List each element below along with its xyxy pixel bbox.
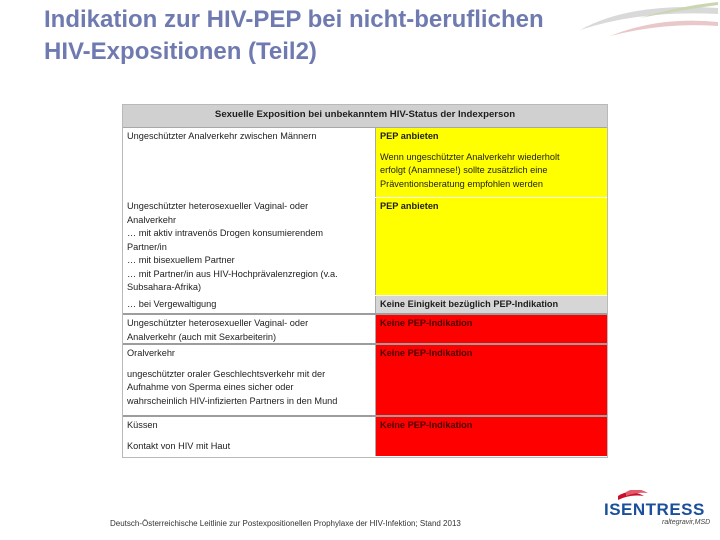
exposition-text: Analverkehr — [127, 214, 177, 225]
exposition-cell — [123, 345, 376, 415]
exposition-cell — [123, 315, 376, 343]
exposition-text: Oralverkehr — [127, 348, 175, 358]
indication-cell — [376, 315, 607, 343]
logo-subtitle: raltegravir,MSD — [662, 519, 711, 526]
indication-note: erfolgt (Anamnese!) sollte zusätzlich eine — [380, 165, 548, 175]
table-row — [123, 315, 607, 345]
exposition-text: … mit bisexuellem Partner — [127, 255, 235, 265]
pep-indication-table — [122, 104, 608, 458]
table-row — [123, 345, 607, 417]
exposition-text: Analverkehr (auch mit Sexarbeiterin) — [127, 331, 277, 342]
indication-cell — [376, 345, 607, 415]
exposition-text: Küssen — [127, 420, 158, 430]
indication-label: Keine PEP-Indikation — [380, 420, 473, 430]
exposition-text: ungeschützter oraler Geschlechtsverkehr mit der — [127, 368, 326, 379]
isentress-logo: ISENTRESS — [604, 500, 705, 519]
source-footnote: Deutsch-Österreichische Leitlinie zur Postexpositionellen Prophylaxe der HIV-Infektion; Stand 2013 — [110, 519, 461, 528]
indication-label: PEP anbieten — [380, 131, 439, 141]
exposition-text: Ungeschützter heterosexueller Vaginal- oder — [127, 201, 309, 211]
indication-label: Keine PEP-Indikation — [380, 318, 473, 328]
slide-title — [44, 4, 644, 68]
exposition-text: Kontakt von HIV mit Haut — [127, 440, 231, 451]
exposition-text: … mit aktiv intravenös Drogen konsumierendem — [127, 228, 324, 238]
slide-title-line-1: Indikation zur HIV-PEP bei nicht-beruflichen — [44, 6, 544, 33]
exposition-cell — [123, 128, 376, 197]
indication-note: Wenn ungeschützter Analverkehr wiederholt — [380, 151, 560, 162]
slide-title-line-2: HIV-Expositionen (Teil2) — [44, 38, 317, 65]
indication-cell — [376, 128, 607, 197]
exposition-cell — [123, 296, 376, 313]
table-row — [123, 296, 607, 315]
exposition-text: Ungeschützter Analverkehr zwischen Männern — [127, 131, 317, 141]
table-row — [123, 198, 607, 296]
table-header: Sexuelle Exposition bei unbekanntem HIV-Status der Indexperson — [123, 105, 607, 128]
exposition-text: Ungeschützter heterosexueller Vaginal- oder — [127, 318, 309, 328]
exposition-text: Subsahara-Afrika) — [127, 282, 202, 292]
table-row — [123, 417, 607, 457]
exposition-text: Partner/in — [127, 241, 167, 252]
indication-cell — [376, 417, 607, 456]
indication-label: PEP anbieten — [380, 201, 439, 211]
indication-note: Präventionsberatung empfohlen werden — [380, 178, 543, 189]
indication-label: Keine Einigkeit bezüglich PEP-Indikation — [380, 299, 559, 309]
exposition-text: … bei Vergewaltigung — [127, 299, 217, 309]
exposition-text: … mit Partner/in aus HIV-Hochprävalenzregion (v.a. — [127, 268, 338, 279]
exposition-text: Aufnahme von Sperma eines sicher oder — [127, 382, 294, 392]
exposition-cell — [123, 417, 376, 456]
indication-label: Keine PEP-Indikation — [380, 348, 473, 358]
indication-cell — [376, 198, 607, 295]
exposition-text: wahrscheinlich HIV-infizierten Partners in den Mund — [127, 395, 338, 406]
indication-cell — [376, 296, 607, 313]
decorative-swoosh-graphic — [570, 0, 720, 40]
table-row — [123, 128, 607, 198]
exposition-cell — [123, 198, 376, 295]
